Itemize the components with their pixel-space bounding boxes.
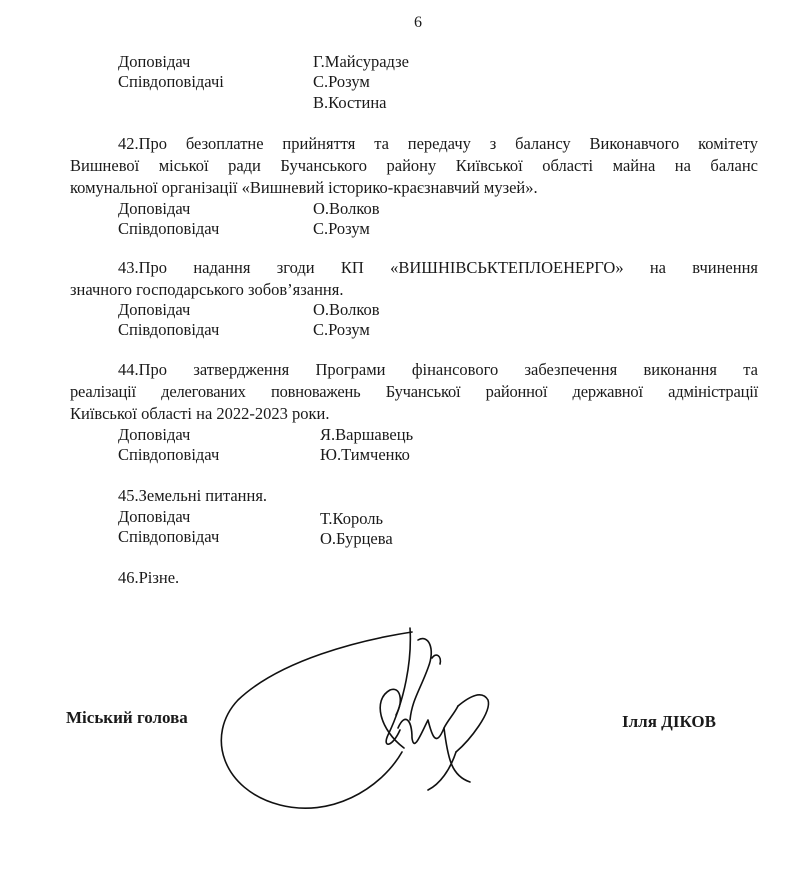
- speaker-name: О.Волков: [313, 300, 380, 319]
- speaker-label: Доповідач: [118, 199, 191, 218]
- signatory-name: Ілля ДІКОВ: [622, 712, 716, 731]
- agenda-item-42-line-2: Вишневої міської ради Бучанського району Київської області майна на баланс: [70, 156, 758, 175]
- speaker-name: Т.Король: [320, 509, 384, 528]
- co-speaker-name: С.Розум: [313, 72, 370, 91]
- agenda-item-42-line-3: комунальної організації «Вишневий історико-краєзнавчий музей».: [70, 178, 538, 197]
- co-speaker-label: Співдоповідач: [118, 527, 220, 546]
- co-speaker-name: Ю.Тимченко: [320, 445, 410, 464]
- agenda-item-43-line-2: значного господарського зобов’язання.: [70, 280, 344, 299]
- agenda-item-44-line-3: Київської області на 2022-2023 роки.: [70, 404, 330, 423]
- co-speaker-label: Співдоповідач: [118, 320, 220, 339]
- agenda-item-43-line-1: 43.Про надання згоди КП «ВИШНІВСЬКТЕПЛОЕНЕРГО» на вчинення: [118, 258, 758, 277]
- co-speaker-name: В.Костина: [313, 93, 387, 112]
- page-number: 6: [414, 14, 422, 31]
- co-speaker-label: Співдоповідач: [118, 445, 220, 464]
- agenda-item-46-line-1: 46.Різне.: [118, 568, 180, 587]
- speaker-label: Доповідач: [118, 300, 191, 319]
- agenda-item-44-line-2: реалізації делегованих повноважень Бучанської районної державної адміністрації: [70, 382, 758, 401]
- agenda-item-42-line-1: 42.Про безоплатне прийняття та передачу з балансу Виконавчого комітету: [118, 134, 758, 153]
- agenda-item-45-line-1: 45.Земельні питання.: [118, 486, 268, 505]
- speaker-label: Доповідач: [118, 52, 191, 71]
- agenda-item-44-line-1: 44.Про затвердження Програми фінансового забезпечення виконання та: [118, 360, 758, 379]
- speaker-label: Доповідач: [118, 507, 191, 526]
- speaker-name: Г.Майсурадзе: [313, 52, 409, 71]
- co-speaker-label: Співдоповідач: [118, 219, 220, 238]
- speaker-name: Я.Варшавець: [320, 425, 414, 444]
- co-speaker-name: С.Розум: [313, 320, 370, 339]
- co-speaker-name: С.Розум: [313, 219, 370, 238]
- signatory-position: Міський голова: [66, 708, 188, 727]
- speaker-name: О.Волков: [313, 199, 380, 218]
- speaker-label: Доповідач: [118, 425, 191, 444]
- co-speaker-name: О.Бурцева: [320, 529, 393, 548]
- co-speaker-label: Співдоповідачі: [118, 72, 224, 91]
